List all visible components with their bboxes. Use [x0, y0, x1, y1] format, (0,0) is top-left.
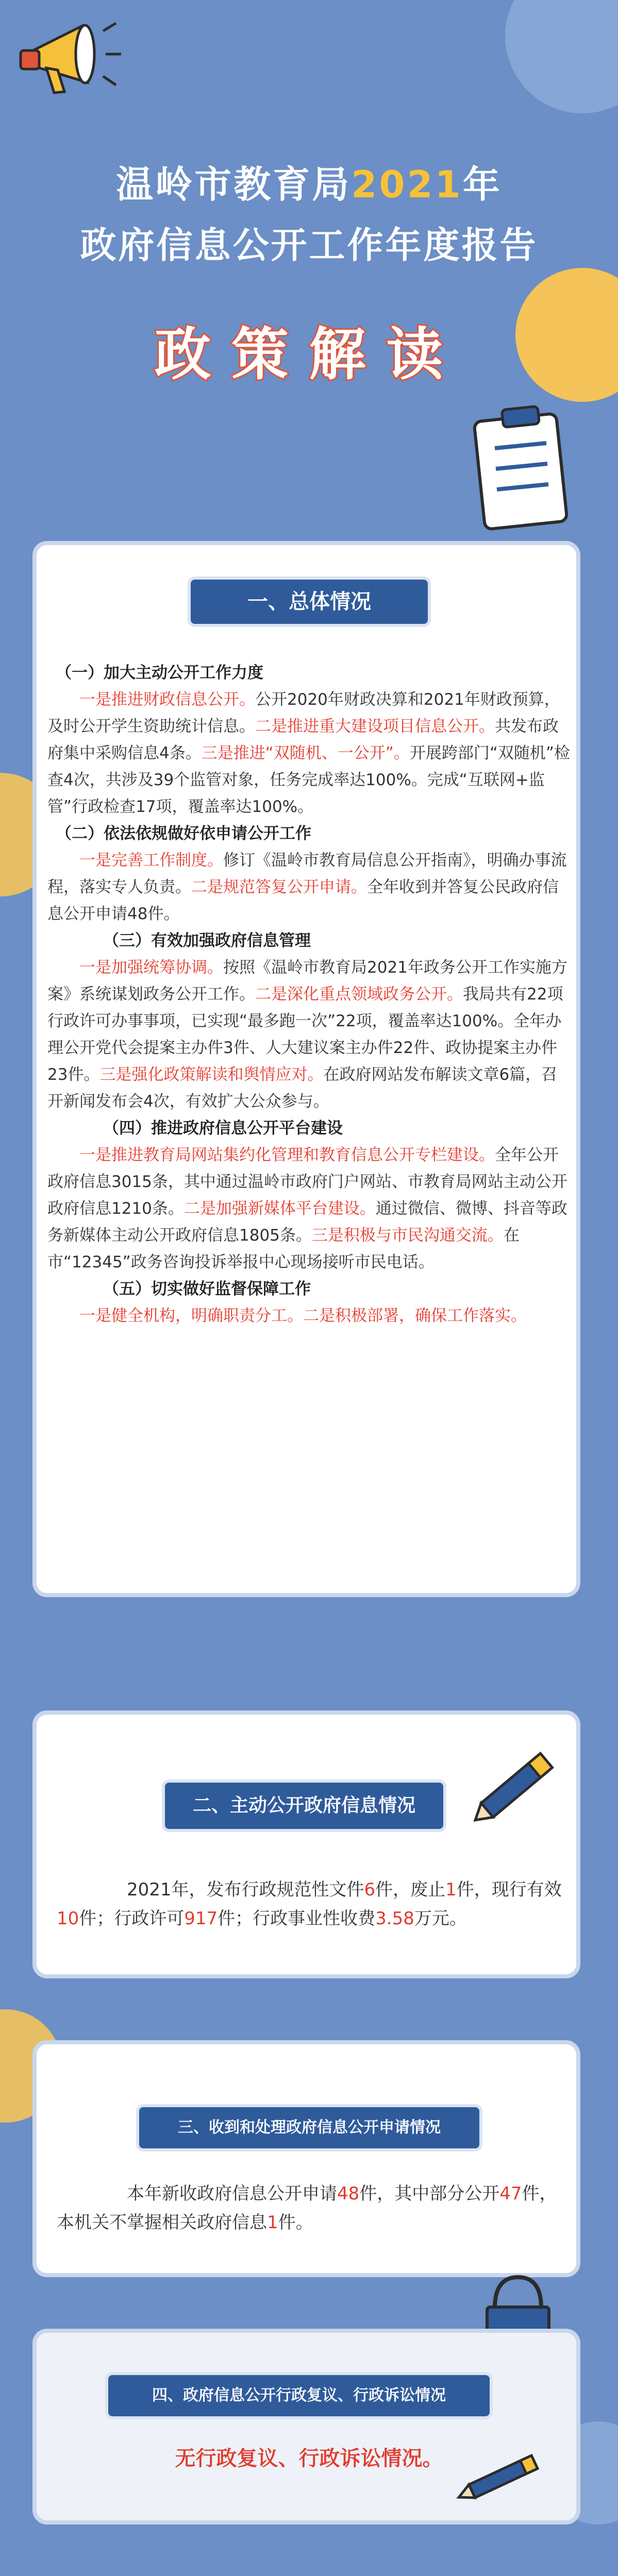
paragraph-2: 一是完善工作制度。修订《温岭市教育局信息公开指南》，明确办事流程，落实专人负责。二是规范答复公开申请。全年收到并答复公民政府信息公开申请48件。 — [47, 851, 567, 923]
section-1-content — [0, 659, 618, 1329]
section-3-text: 本年新收政府信息公开申请48件，其中部分公开47件，本机关不掌握相关政府信息1件。 — [57, 2183, 557, 2233]
pencil-icon — [464, 1741, 567, 1834]
decor-circle-top-right — [505, 0, 618, 113]
paragraph-1: 一是推进财政信息公开。公开2020年财政决算和2021年财政预算，及时公开学生资助统计信息。二是推进重大建设项目信息公开。共发布政府集中采购信息4条。三是推进“双随机、一公开”。开展跨部门“双随机”检查4次，共涉及39个监管对象，任务完成率达100%。完成“互联网+监管”行政检查17项，覆盖率达100%。 — [47, 690, 570, 816]
section-3-title: 三、收到和处理政府信息公开申请情况 — [139, 2107, 479, 2148]
megaphone-icon — [10, 10, 124, 103]
section-2-title: 二、主动公开政府信息情况 — [165, 1783, 443, 1829]
paragraph-3: 一是加强统筹协调。按照《温岭市教育局2021年政务公开工作实施方案》系统谋划政务公开工作。二是深化重点领域政务公开。我局共有22项行政许可办事事项，已实现“最多跑一次”22项，覆盖率达100%。全年办理公开党代会提案主办件3件、人大建议案主办件22件、政协提案主办件23件。三是强化政策解读和舆情应对。在政府网站发布解读文章6篇，召开新闻发布会4次，有效扩大公众参与。 — [47, 958, 567, 1111]
subheading-4: （四）推进政府信息公开平台建设 — [103, 1119, 343, 1138]
pen-icon — [448, 2452, 552, 2504]
subheading-2: （二）依法依规做好依申请公开工作 — [56, 824, 311, 843]
section-4-text: 无行政复议、行政诉讼情况。 — [175, 2447, 443, 2470]
page-title-line2: 政府信息公开工作年度报告 — [80, 224, 538, 266]
section-3-card — [32, 2040, 580, 2277]
subheading-3: （三）有效加强政府信息管理 — [103, 931, 311, 950]
clipboard-icon — [464, 402, 577, 536]
subheading-5: （五）切实做好监督保障工作 — [103, 1280, 311, 1298]
subheading-1: （一）加大主动公开工作力度 — [56, 664, 263, 682]
paragraph-5: 一是健全机构，明确职责分工。二是积极部署，确保工作落实。 — [79, 1307, 527, 1325]
section-2-text: 2021年，发布行政规范性文件6件，废止1件，现行有效10件；行政许可917件；行政事业性收费3.58万元。 — [57, 1879, 562, 1929]
section-1-title: 一、总体情况 — [191, 580, 428, 624]
policy-interpretation-heading: 政策解读 — [154, 321, 464, 387]
section-4-title: 四、政府信息公开行政复议、行政诉讼情况 — [108, 2375, 490, 2416]
paragraph-4: 一是推进教育局网站集约化管理和教育信息公开专栏建设。全年公开政府信息3015条，其中通过温岭市政府门户网站、市教育局网站主动公开政府信息1210条。二是加强新媒体平台建设。通过微信、微博、抖音等政务新媒体主动公开政府信息1805条。三是积极与市民沟通交流。在市“12345”政务咨询投诉举报中心现场接听市民电话。 — [47, 1146, 567, 1272]
page-title-line1: 温岭市教育局2021年 — [116, 163, 502, 206]
